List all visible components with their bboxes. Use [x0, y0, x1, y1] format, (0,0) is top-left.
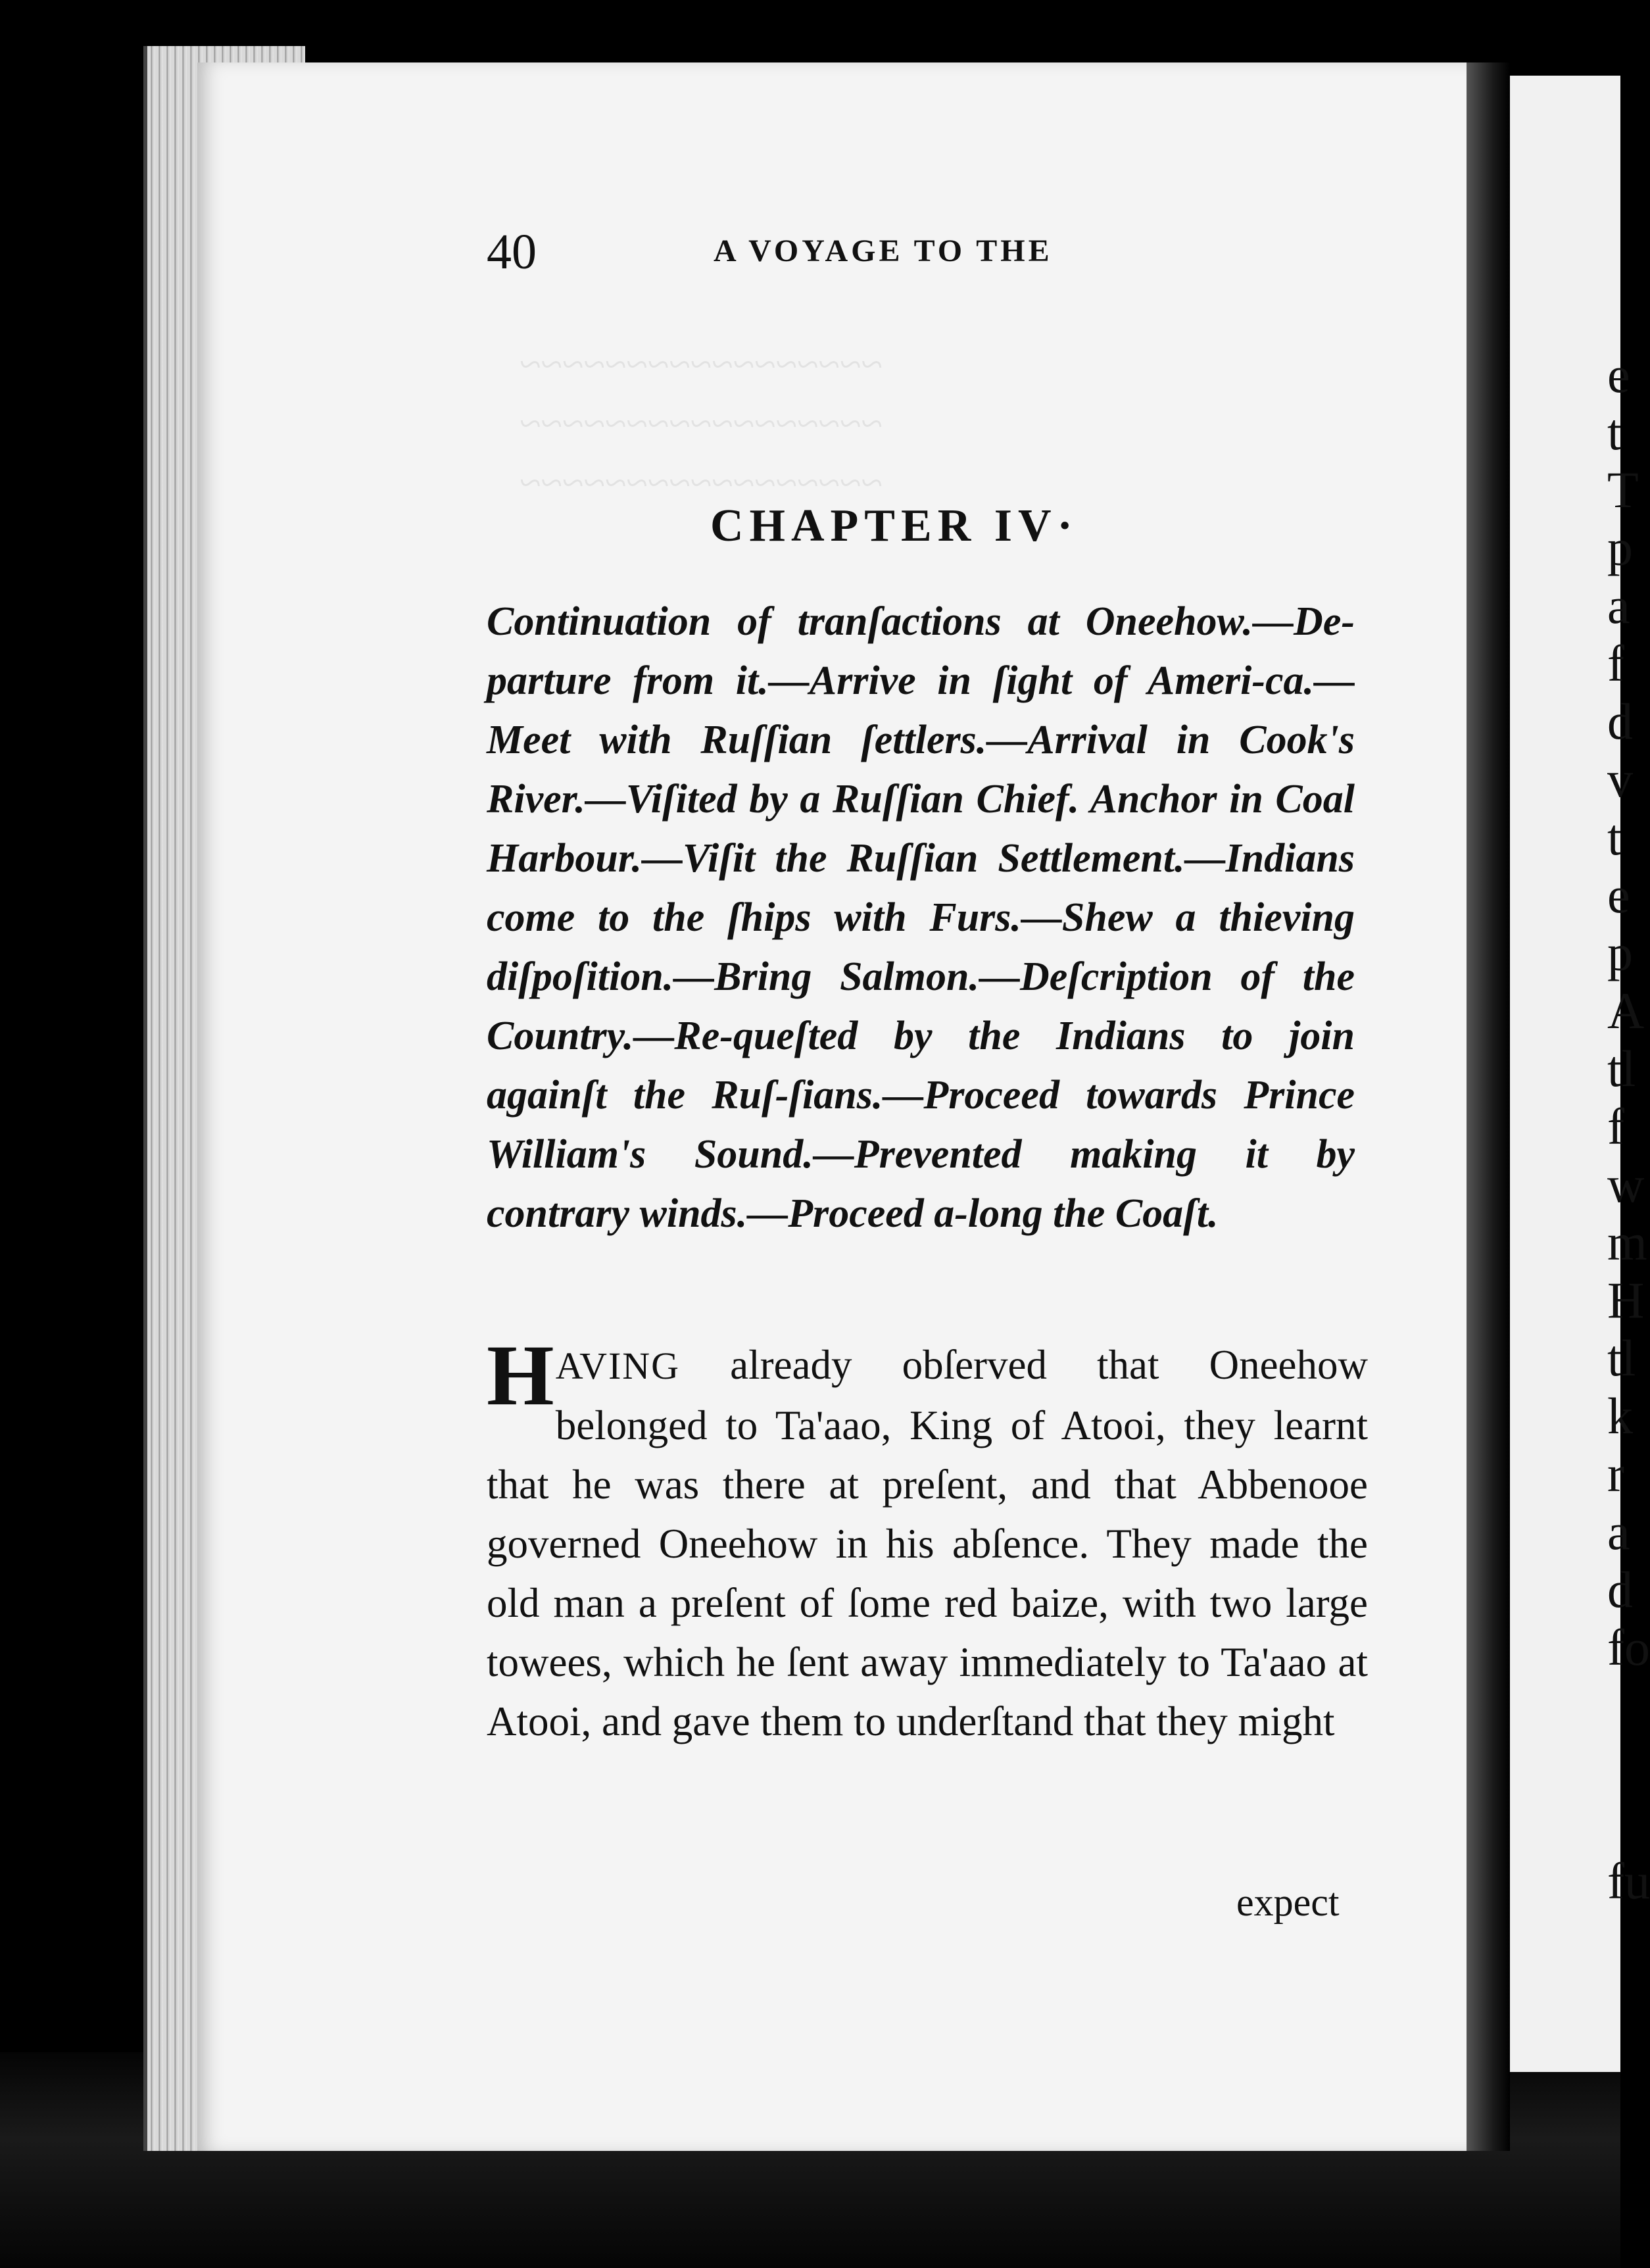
right-page-fragment: a: [1607, 1503, 1630, 1560]
catchword: expect: [1236, 1881, 1340, 1924]
right-page-fragment: tl: [1607, 1040, 1636, 1097]
right-page-fragment: m: [1607, 1214, 1647, 1271]
page-header: [487, 224, 1355, 283]
right-page-fragment: t: [1607, 403, 1622, 460]
right-page-fragment: d: [1607, 693, 1633, 750]
show-through-text: ~~~~~~~~~~~~~~~~~: [520, 402, 883, 445]
right-page-fragment: tl: [1607, 1329, 1636, 1387]
book-gutter: [1467, 62, 1510, 2151]
right-page-fragment: v: [1607, 751, 1633, 808]
running-head: A VOYAGE TO THE: [714, 234, 1053, 268]
right-page-fragment: fo: [1607, 1619, 1650, 1676]
page-number: 40: [487, 224, 537, 280]
right-page-fragment: A: [1607, 982, 1645, 1039]
chapter-title: CHAPTER IV·: [710, 501, 1079, 551]
right-page-fragment: p: [1607, 924, 1633, 981]
right-page-fragment: a: [1607, 577, 1630, 634]
body-text: already obſerved that Oneehow belonged to Ta'aao, King of Atooi, they learnt that he was there at preſent, and that Abbenooe governed Oneehow in his abſence. They made the old man a preſent of ſome red baize, with two large towees, which he ſent away immediately to Ta'aao at Atooi, and gave them to underſtand that they might: [487, 1342, 1368, 1744]
right-page-fragment: T: [1607, 461, 1639, 518]
right-page-fragment: t: [1607, 808, 1622, 866]
right-page-fragment: d: [1607, 1561, 1633, 1618]
right-page-fragment: fu: [1607, 1852, 1650, 1910]
body-paragraph: [487, 1327, 1368, 1751]
show-through-text: ~~~~~~~~~~~~~~~~~: [520, 461, 883, 505]
right-page-fragment: f: [1607, 1098, 1624, 1155]
right-page-fragment: w: [1607, 1156, 1645, 1213]
chapter-summary: Continuation of tranſactions at Oneehow.—De-parture from it.—Arrive in ſight of Ameri-ca.—Meet with Ruſſian ſettlers.—Arrival in Cook's River.—Viſited by a Ruſſian Chief. Anchor in Coal Harbour.—Viſit the Ruſſian Settlement.—Indians come to the ſhips with Furs.—Shew a thieving diſpoſition.—Bring Salmon.—Deſcription of the Country.—Re-queſted by the Indians to join againſt the Ruſ-ſians.—Proceed towards Prince William's Sound.—Prevented making it by contrary winds.—Proceed a-long the Coaſt.: [487, 599, 1355, 1236]
smallcaps-opening: AVING: [555, 1344, 681, 1387]
drop-cap: H: [487, 1327, 554, 1423]
right-page-fragment: e: [1607, 866, 1630, 924]
right-page-fragment: p: [1607, 519, 1633, 576]
right-page: [1510, 76, 1650, 2072]
right-page-fragment: r: [1607, 1445, 1624, 1502]
right-page-fragment: e: [1607, 346, 1630, 403]
right-page-fragment: H: [1607, 1271, 1645, 1329]
right-page-fragment: f: [1607, 635, 1624, 692]
right-page-fragment: k: [1607, 1387, 1633, 1444]
show-through-text: ~~~~~~~~~~~~~~~~~: [520, 343, 883, 386]
